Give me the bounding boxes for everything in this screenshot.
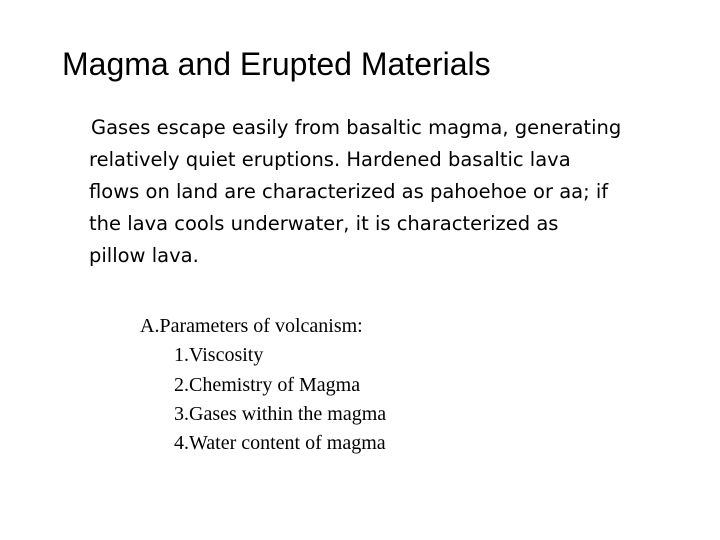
paragraph-line: relatively quiet eruptions. Hardened basaltic lava [89, 148, 571, 171]
body-paragraph [89, 112, 689, 272]
outline-item-viscosity: 1.Viscosity [174, 344, 264, 367]
outline-item-chemistry: 2.Chemistry of Magma [174, 373, 361, 396]
slide-title: Magma and Erupted Materials [62, 46, 491, 82]
paragraph-line: Gases escape easily from basaltic magma, generating [91, 116, 622, 139]
paragraph-line: flows on land are characterized as pahoehoe or aa; if [89, 180, 609, 203]
outline-item-gases: 3.Gases within the magma [174, 402, 387, 425]
outline-heading: A.Parameters of volcanism: [140, 315, 363, 337]
paragraph-line: the lava cools underwater, it is characterized as [89, 212, 559, 235]
paragraph-line: pillow lava. [89, 244, 199, 267]
volcanism-outline [140, 312, 386, 458]
outline-item-water-content: 4.Water content of magma [174, 432, 386, 455]
